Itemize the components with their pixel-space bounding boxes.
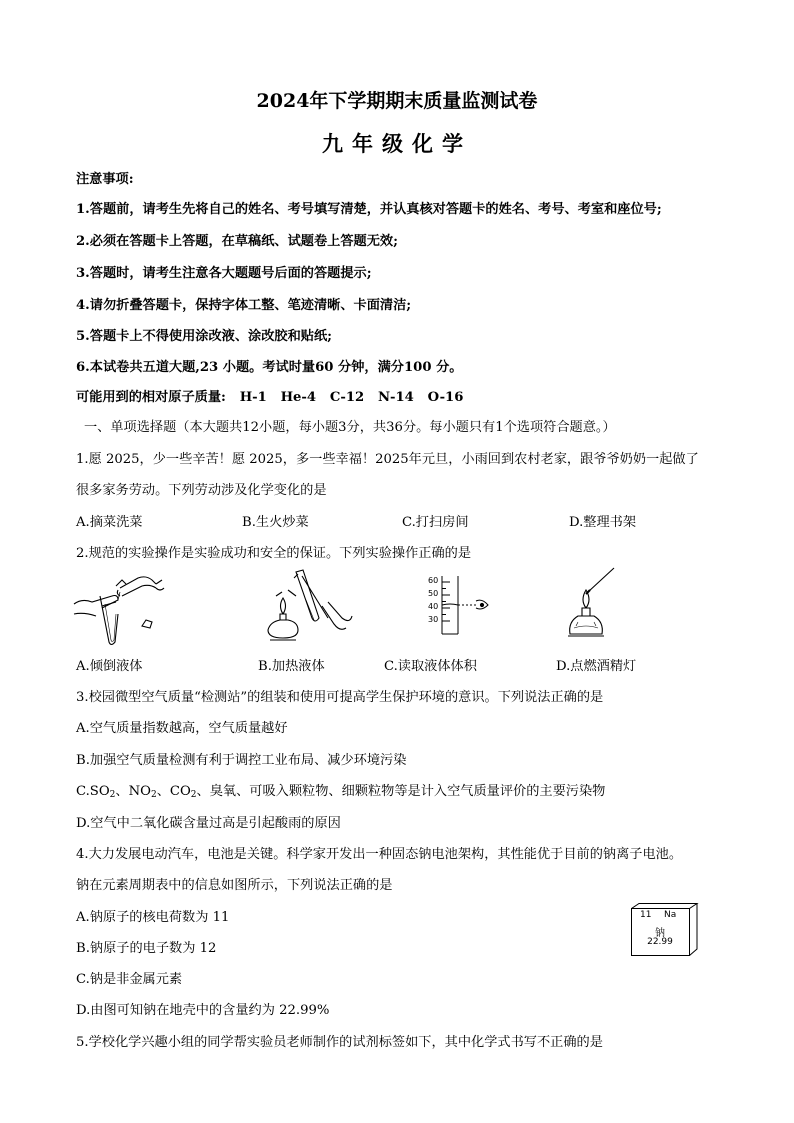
q4-option-c: C.钠是非金属元素 — [76, 972, 183, 987]
atomic-mass: 22.99 — [647, 937, 673, 947]
cylinder-tick: 40 — [428, 602, 439, 611]
q2-option-c: C.读取液体体积 — [384, 659, 477, 674]
q4-option-d: D.由图可知钠在地壳中的含量约为 22.99% — [76, 1003, 330, 1018]
exam-title: 2024年下学期期末质量监测试卷 — [256, 90, 538, 112]
cylinder-tick: 60 — [428, 576, 439, 585]
q4-option-a: A.钠原子的核电荷数为 11 — [76, 910, 230, 925]
notice-heading: 注意事项: — [76, 172, 134, 187]
subscript: 2 — [150, 790, 157, 800]
q2-option-d: D.点燃酒精灯 — [556, 659, 637, 674]
cylinder-tick: 50 — [428, 589, 439, 598]
q1-option-c: C.打扫房间 — [402, 515, 469, 530]
cylinder-tick: 30 — [428, 615, 439, 624]
q3-option-c-text: 、CO — [156, 784, 191, 799]
q3-option-c-text: 、NO — [115, 784, 151, 799]
notice-item: 1.答题前，请考生先将自己的姓名、考号填写清楚，并认真核对答题卡的姓名、考号、考室和座位号; — [76, 202, 662, 217]
q4-stem-cont: 钠在元素周期表中的信息如图所示，下列说法正确的是 — [76, 878, 393, 893]
heating-liquid-figure — [258, 566, 353, 648]
q3-stem: 3.校园微型空气质量“检测站”的组装和使用可提高学生保护环境的意识。下列说法正确的是 — [76, 690, 604, 705]
exam-subtitle: 九年级化学 — [322, 131, 472, 156]
q3-option-c — [76, 780, 605, 800]
q3-option-b: B.加强空气质量检测有利于调控工业布局、减少环境污染 — [76, 753, 407, 768]
q3-option-a: A.空气质量指数越高，空气质量越好 — [76, 721, 288, 736]
section-heading: 一、单项选择题（本大题共12小题，每小题3分，共36分。每小题只有1个选项符合题意。） — [84, 420, 616, 435]
q3-option-c-text: C.SO — [76, 784, 110, 799]
atomic-number: 11 — [640, 910, 652, 920]
q1-option-d: D.整理书架 — [569, 515, 637, 530]
q1-stem: 1.愿 2025，少一些辛苦！愿 2025，多一些幸福！2025年元旦，小雨回到农村老家，跟爷爷奶奶一起做了 — [76, 452, 699, 467]
notice-item: 2.必须在答题卡上答题，在草稿纸、试题卷上答题无效; — [76, 234, 398, 249]
q5-stem: 5.学校化学兴趣小组的同学帮实验员老师制作的试剂标签如下，其中化学式书写不正确的是 — [76, 1035, 603, 1050]
notice-item: 3.答题时，请考生注意各大题题号后面的答题提示; — [76, 266, 372, 281]
q4-option-b: B.钠原子的电子数为 12 — [76, 941, 217, 956]
alcohol-lamp-figure — [556, 566, 628, 648]
q4-stem: 4.大力发展电动汽车，电池是关键。科学家开发出一种固态钠电池架构，其性能优于目前的钠离子电池。 — [76, 847, 683, 862]
subscript: 2 — [109, 790, 116, 800]
q2-option-a: A.倾倒液体 — [76, 659, 143, 674]
element-name: 钠 — [655, 928, 665, 939]
subscript: 2 — [190, 790, 197, 800]
atomic-mass-line: 可能用到的相对原子质量: H-1 He-4 C-12 N-14 O-16 — [76, 390, 464, 405]
q3-option-c-text: 、臭氧、可吸入颗粒物、细颗粒物等是计入空气质量评价的主要污染物 — [196, 784, 606, 799]
element-symbol: Na — [664, 910, 677, 920]
sodium-element-tile — [631, 903, 699, 956]
q2-stem: 2.规范的实验操作是实验成功和安全的保证。下列实验操作正确的是 — [76, 546, 472, 561]
q1-option-a: A.摘菜洗菜 — [76, 515, 143, 530]
q2-option-b: B.加热液体 — [258, 659, 325, 674]
pouring-liquid-figure — [72, 566, 167, 648]
q1-stem-cont: 很多家务劳动。下列劳动涉及化学变化的是 — [76, 483, 327, 498]
notice-item: 4.请勿折叠答题卡，保持字体工整、笔迹清晰、卡面清洁; — [76, 298, 412, 313]
notice-item: 6.本试卷共五道大题,23 小题。考试时量60 分钟，满分100 分。 — [76, 360, 463, 375]
notice-item: 5.答题卡上不得使用涂改液、涂改胶和贴纸; — [76, 329, 333, 344]
q3-option-d: D.空气中二氧化碳含量过高是引起酸雨的原因 — [76, 816, 341, 831]
q1-option-b: B.生火炒菜 — [242, 515, 309, 530]
